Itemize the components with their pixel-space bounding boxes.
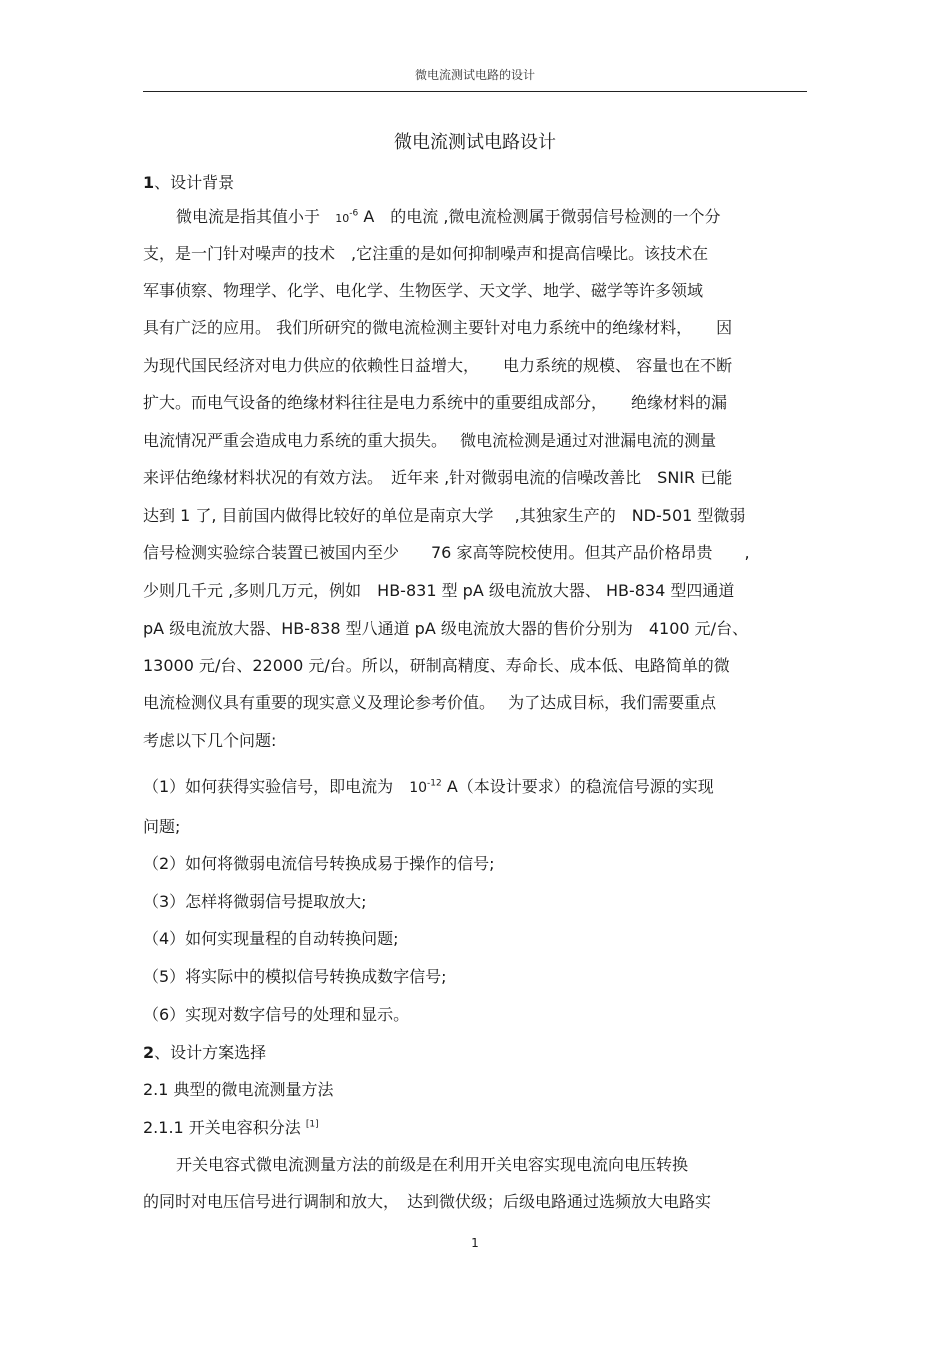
formula-base: 10	[335, 212, 350, 225]
paragraph-line: 的同时对电压信号进行调制和放大， 达到微伏级；后级电路通过选频放大电路实	[143, 1192, 712, 1211]
section-1-title: 、设计背景	[154, 173, 235, 192]
paragraph-line: 信号检测实验综合装置已被国内至少 76 家高等院校使用。但其产品价格昂贵 ,	[143, 543, 750, 562]
question-5: （5）将实际中的模拟信号转换成数字信号;	[143, 967, 447, 986]
paragraph-line: 少则几千元 ,多则几万元，例如 HB-831 型 pA 级电流放大器、 HB-834 型四通道	[143, 581, 735, 600]
header-rule	[143, 91, 807, 92]
text-run: A 的电流 ,微电流检测属于微弱信号检测的一个分	[363, 207, 721, 226]
paragraph-line: 电流检测仪具有重要的现实意义及理论参考价值。 为了达成目标，我们需要重点	[143, 693, 717, 712]
text-run: A（本设计要求）的稳流信号源的实现	[446, 777, 714, 796]
paragraph-line	[176, 206, 720, 230]
question-1-continued: 问题;	[143, 817, 181, 836]
paragraph-line: 来评估绝缘材料状况的有效方法。 近年来 ,针对微弱电流的信噪改善比 SNIR 已能	[143, 468, 733, 487]
section-2-title: 、设计方案选择	[154, 1043, 267, 1062]
text-run: 2.1.1 开关电容积分法	[143, 1118, 301, 1137]
paragraph-line: 开关电容式微电流测量方法的前级是在利用开关电容实现电流向电压转换	[176, 1155, 689, 1174]
paragraph-line: pA 级电流放大器、HB-838 型八通道 pA 级电流放大器的售价分别为 4100 元/台、	[143, 619, 749, 638]
paragraph-line: 达到 1 了, 目前国内做得比较好的单位是南京大学 ,其独家生产的 ND-501 型微弱	[143, 506, 746, 525]
paragraph-line: 具有广泛的应用。 我们所研究的微电流检测主要针对电力系统中的绝缘材料， 因	[143, 318, 733, 337]
paragraph-line: 支，是一门针对噪声的技术 ,它注重的是如何抑制噪声和提高信噪比。该技术在	[143, 244, 709, 263]
section-1-heading	[143, 172, 234, 194]
text-run: （1）如何获得实验信号，即电流为	[143, 777, 410, 796]
formula-base: 10	[409, 780, 428, 796]
question-6: （6）实现对数字信号的处理和显示。	[143, 1005, 410, 1024]
section-2-number: 2	[143, 1043, 155, 1062]
paragraph-line: 扩大。而电气设备的绝缘材料往往是电力系统中的重要组成部分， 绝缘材料的漏	[143, 393, 728, 412]
section-1-number: 1	[143, 173, 155, 192]
formula-exponent: -6	[349, 208, 359, 219]
question-4: （4）如何实现量程的自动转换问题;	[143, 929, 399, 948]
paragraph-line: 13000 元/台、22000 元/台。所以，研制高精度、寿命长、成本低、电路简单的微	[143, 656, 730, 675]
citation-ref: [1]	[305, 1119, 319, 1130]
document-title: 微电流测试电路设计	[394, 132, 556, 153]
subsection-2-1-1-heading	[143, 1117, 319, 1139]
question-3: （3）怎样将微弱信号提取放大;	[143, 892, 367, 911]
subsection-2-1-heading: 2.1 典型的微电流测量方法	[143, 1080, 334, 1099]
text-run: 微电流是指其值小于	[176, 207, 321, 226]
page-number: 1	[471, 1236, 479, 1250]
formula-exponent: -12	[427, 778, 442, 789]
question-1	[143, 776, 714, 799]
paragraph-line: 考虑以下几个问题:	[143, 731, 277, 750]
running-header: 微电流测试电路的设计	[414, 68, 535, 82]
question-2: （2）如何将微弱电流信号转换成易于操作的信号;	[143, 854, 495, 873]
section-2-heading	[143, 1042, 266, 1064]
paragraph-line: 为现代国民经济对电力供应的依赖性日益增大， 电力系统的规模、 容量也在不断	[143, 356, 733, 375]
paragraph-line: 军事侦察、物理学、化学、电化学、生物医学、天文学、地学、磁学等许多领域	[143, 281, 704, 300]
paragraph-line: 电流情况严重会造成电力系统的重大损失。 微电流检测是通过对泄漏电流的测量	[143, 431, 717, 450]
